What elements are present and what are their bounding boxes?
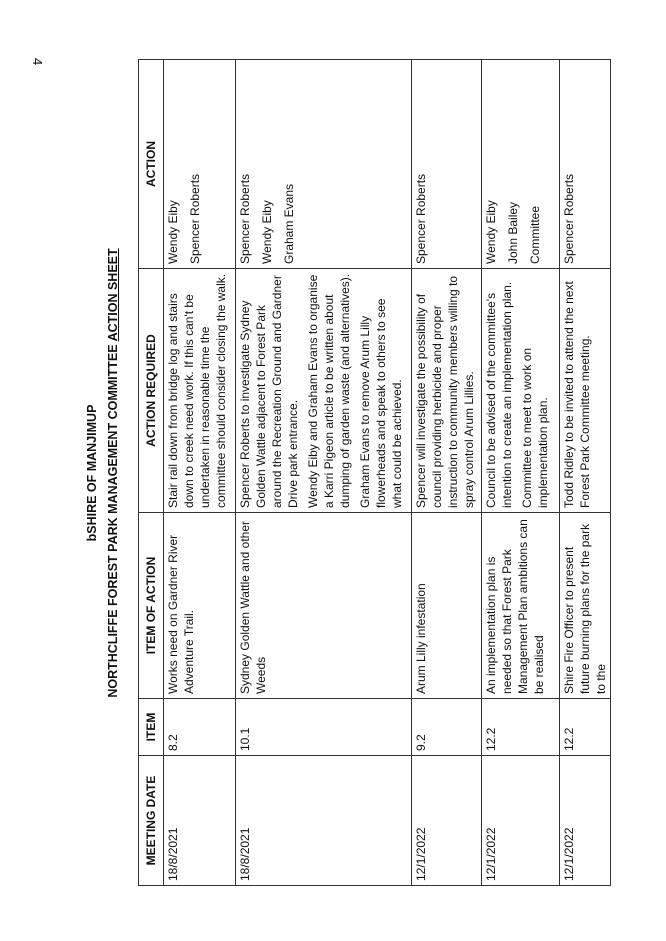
table-row — [164, 60, 236, 886]
shire-title: bSHIRE OF MANJIMUP — [85, 404, 99, 542]
action-required-paragraph: Spencer will investigate the possibility of council providing herbicide and proper instruction to community members willing to spray control Arum Lillies. — [414, 275, 476, 508]
meeting-date-cell: 18/8/2021 — [164, 756, 236, 886]
meeting-date-cell: 12/1/2022 — [482, 756, 560, 886]
action-person: Spencer Roberts — [188, 173, 202, 264]
item-of-action-cell: Arum Lilly infestation — [412, 513, 482, 699]
action-person: Committee — [528, 205, 542, 264]
col-header-item-of-action: ITEM OF ACTION — [139, 513, 164, 699]
page-number: 4 — [30, 58, 45, 66]
col-header-item: ITEM — [139, 699, 164, 756]
action-cell — [164, 60, 236, 269]
table-body — [164, 60, 611, 886]
action-required-paragraph: Wendy Eiby and Graham Evans to organise a Karri Pigeon article to be written about dumping of garden waste (and alternatives). — [306, 273, 352, 508]
meeting-date-cell: 12/1/2022 — [560, 756, 611, 886]
action-person: Wendy Eiby — [260, 200, 274, 264]
action-person: Spencer Roberts — [562, 173, 576, 264]
action-person: Wendy Eiby — [484, 200, 498, 264]
meeting-date-cell: 12/1/2022 — [412, 756, 482, 886]
table-header-row — [139, 60, 164, 886]
action-person: Spencer Roberts — [238, 173, 252, 264]
action-cell — [560, 60, 611, 269]
action-person: Wendy Eiby — [166, 200, 180, 264]
action-required-paragraph: Graham Evans to remove Arum Lilly flowerheads and speak to others to see what could be achieved. — [358, 298, 404, 508]
rotated-page-content — [80, 60, 608, 886]
action-sheet-table — [138, 59, 611, 886]
col-header-action: ACTION — [139, 60, 164, 269]
item-cell: 12.2 — [560, 699, 611, 756]
table-row — [236, 60, 412, 886]
action-required-paragraph: Spencer Roberts to investigate Sydney Golden Wattle adjacent to Forest Park around the Recreation Ground and Gardner Drive park entrance. — [238, 275, 300, 508]
item-of-action-cell: Shire Fire Officer to present future burning plans for the park to the — [560, 513, 611, 699]
action-person: Spencer Roberts — [414, 173, 428, 264]
item-cell: 9.2 — [412, 699, 482, 756]
action-person: John Bailey — [506, 201, 520, 264]
action-cell — [236, 60, 412, 269]
item-of-action-cell: An implementation plan is needed so that Forest Park Management Plan ambitions can be realised — [482, 513, 560, 699]
committee-title-text: NORTHCLIFFE FOREST PARK MANAGEMENT COMMITTEE — [106, 341, 120, 698]
action-person: Graham Evans — [282, 183, 296, 264]
col-header-meeting-date: MEETING DATE — [139, 756, 164, 886]
action-required-paragraph: Todd Ridley to be invited to attend the next Forest Park Committee meeting. — [562, 281, 592, 508]
table-row — [412, 60, 482, 886]
meeting-date-cell: 18/8/2021 — [236, 756, 412, 886]
item-cell: 10.1 — [236, 699, 412, 756]
item-of-action-cell: Sydney Golden Wattle and other Weeds — [236, 513, 412, 699]
action-required-paragraph: Council to be advised of the committee's intention to create an implementation plan. — [484, 281, 514, 508]
action-cell — [412, 60, 482, 269]
table-row — [482, 60, 560, 886]
item-of-action-cell: Works need on Gardner River Adventure Trail. — [164, 513, 236, 699]
action-required-cell — [412, 269, 482, 513]
action-required-cell — [482, 269, 560, 513]
action-cell — [482, 60, 560, 269]
item-cell: 8.2 — [164, 699, 236, 756]
committee-title — [103, 60, 124, 886]
table-row — [560, 60, 611, 886]
action-required-cell — [236, 269, 412, 513]
document-header — [80, 60, 138, 886]
action-required-cell — [164, 269, 236, 513]
col-header-action-required: ACTION REQUIRED — [139, 269, 164, 513]
item-cell: 12.2 — [482, 699, 560, 756]
action-required-cell — [560, 269, 611, 513]
action-required-paragraph: Committee to meet to work on implementation plan. — [520, 347, 550, 508]
action-required-paragraph: Stair rail down from bridge log and stairs down to creek need work. If this can't be undertaken in reasonable time the committee should consider closing the walk. — [166, 273, 228, 508]
action-sheet-label: ACTION SHEET — [106, 248, 120, 342]
